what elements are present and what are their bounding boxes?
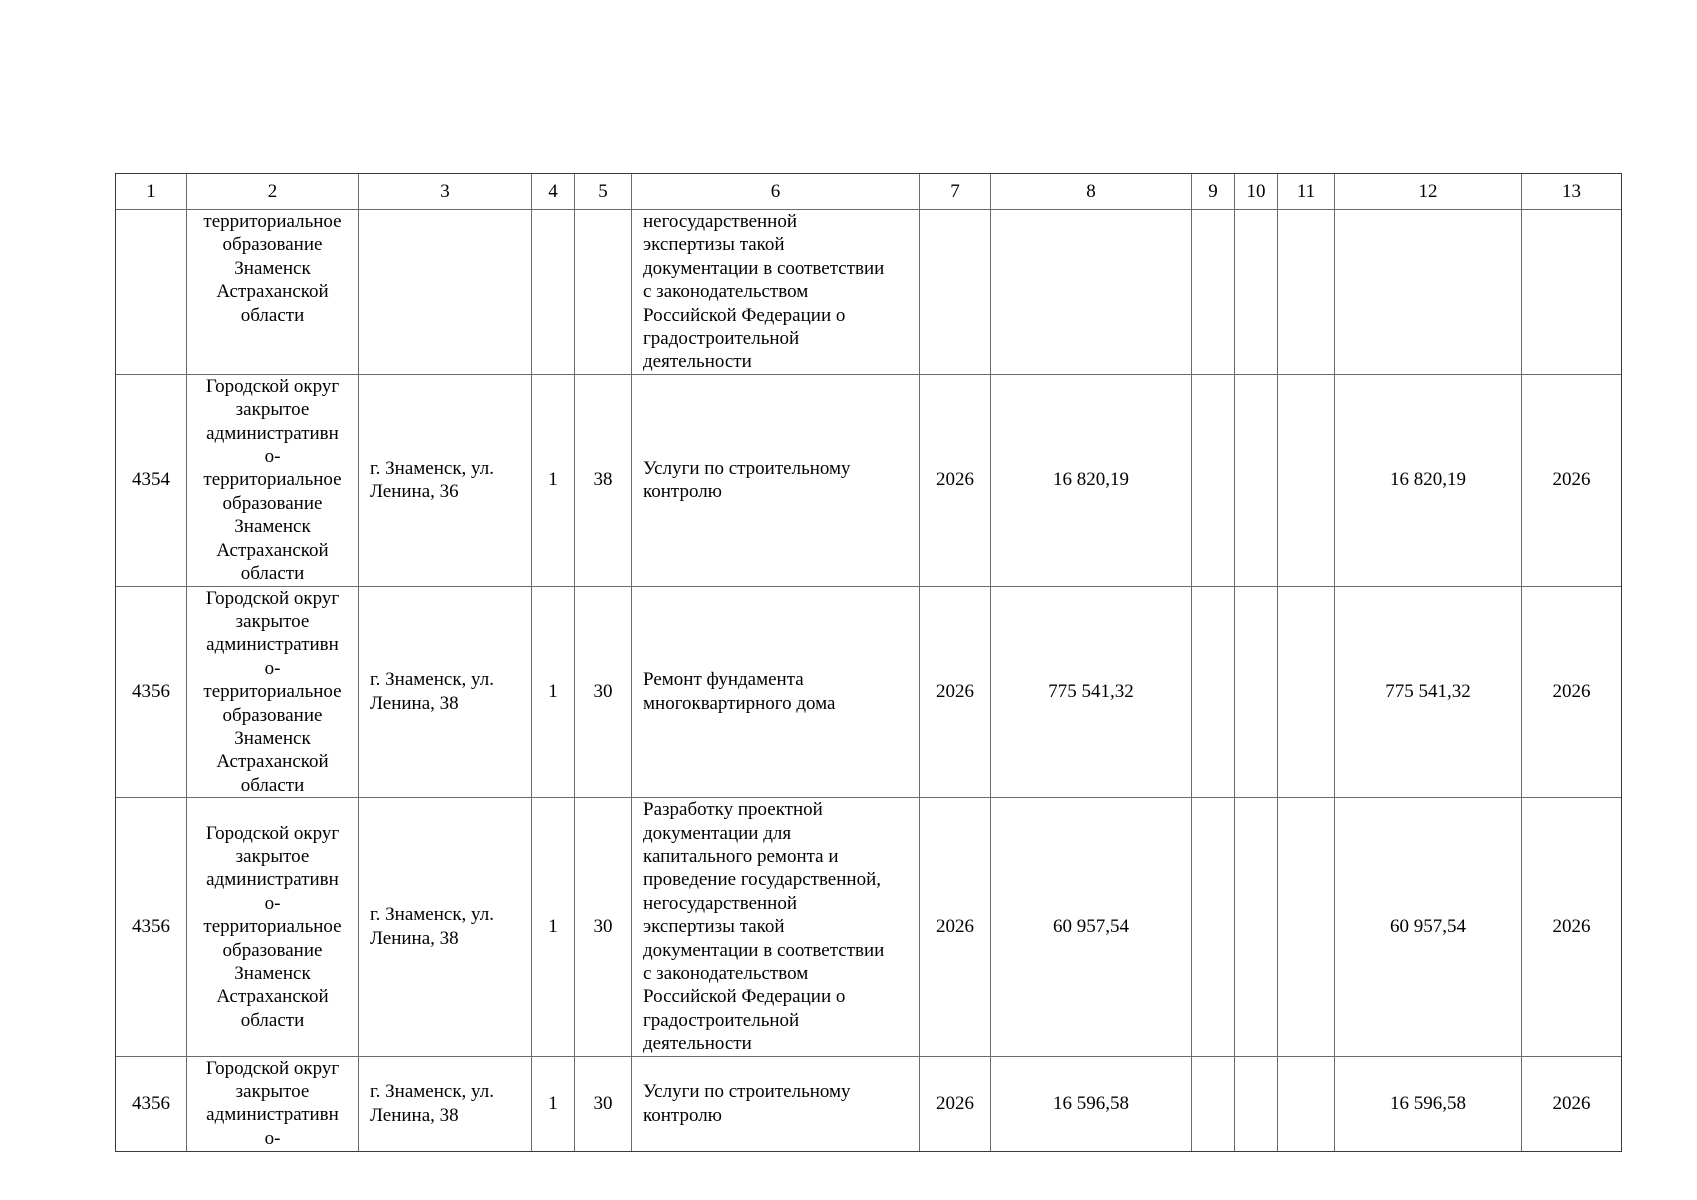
address-cell: [359, 210, 532, 375]
row-id-cell: 4356: [116, 798, 187, 1056]
col10-cell: [1235, 798, 1278, 1056]
table-row: [116, 798, 1622, 1056]
capital-repair-table: [115, 173, 1622, 1152]
column-header-8: 8: [991, 174, 1192, 210]
deadline-cell: 2026: [1522, 1056, 1622, 1151]
address-cell: г. Знаменск, ул. Ленина, 38: [359, 1056, 532, 1151]
col10-cell: [1235, 586, 1278, 798]
col4-cell: 1: [532, 586, 575, 798]
col11-cell: [1278, 210, 1335, 375]
work-type-cell: Разработку проектной документации для капитального ремонта и проведение государственной, негосударственной экспертизы такой документации в соответствии с законодательством Российской Федерации о градостроительной деятельности: [632, 798, 920, 1056]
col10-cell: [1235, 1056, 1278, 1151]
deadline-cell: 2026: [1522, 374, 1622, 586]
deadline-cell: 2026: [1522, 586, 1622, 798]
col11-cell: [1278, 586, 1335, 798]
address-cell: г. Знаменск, ул. Ленина, 38: [359, 798, 532, 1056]
column-header-12: 12: [1335, 174, 1522, 210]
col9-cell: [1192, 798, 1235, 1056]
cost-cell: 775 541,32: [991, 586, 1192, 798]
total-cell: 16 596,58: [1335, 1056, 1522, 1151]
year-cell: 2026: [920, 586, 991, 798]
col9-cell: [1192, 210, 1235, 375]
total-cell: 775 541,32: [1335, 586, 1522, 798]
col5-cell: 30: [575, 1056, 632, 1151]
address-cell: г. Знаменск, ул. Ленина, 36: [359, 374, 532, 586]
municipality-cell: Городской округ закрытое административн о- территориальное образование Знаменск Астраханской области: [187, 374, 359, 586]
column-header-1: 1: [116, 174, 187, 210]
column-header-13: 13: [1522, 174, 1622, 210]
year-cell: 2026: [920, 798, 991, 1056]
municipality-cell: Городской округ закрытое административн о- территориальное образование Знаменск Астраханской области: [187, 798, 359, 1056]
header-row: [116, 174, 1622, 210]
column-header-10: 10: [1235, 174, 1278, 210]
row-id-cell: 4356: [116, 1056, 187, 1151]
col4-cell: 1: [532, 1056, 575, 1151]
municipality-cell: Городской округ закрытое административн о-: [187, 1056, 359, 1151]
col4-cell: 1: [532, 798, 575, 1056]
municipality-cell: Городской округ закрытое административн о- территориальное образование Знаменск Астраханской области: [187, 586, 359, 798]
column-header-5: 5: [575, 174, 632, 210]
col4-cell: [532, 210, 575, 375]
col10-cell: [1235, 374, 1278, 586]
column-header-2: 2: [187, 174, 359, 210]
col9-cell: [1192, 586, 1235, 798]
col5-cell: 30: [575, 586, 632, 798]
table-row: [116, 1056, 1622, 1151]
year-cell: 2026: [920, 374, 991, 586]
col4-cell: 1: [532, 374, 575, 586]
total-cell: 60 957,54: [1335, 798, 1522, 1056]
col5-cell: 30: [575, 798, 632, 1056]
table-row-continuation: [116, 210, 1622, 375]
row-id-cell: 4354: [116, 374, 187, 586]
column-header-9: 9: [1192, 174, 1235, 210]
work-type-cell: Услуги по строительному контролю: [632, 374, 920, 586]
col9-cell: [1192, 1056, 1235, 1151]
column-header-3: 3: [359, 174, 532, 210]
table-row: [116, 374, 1622, 586]
cost-cell: [991, 210, 1192, 375]
col10-cell: [1235, 210, 1278, 375]
year-cell: [920, 210, 991, 375]
col5-cell: [575, 210, 632, 375]
deadline-cell: 2026: [1522, 798, 1622, 1056]
col5-cell: 38: [575, 374, 632, 586]
col9-cell: [1192, 374, 1235, 586]
total-cell: 16 820,19: [1335, 374, 1522, 586]
col11-cell: [1278, 374, 1335, 586]
column-header-11: 11: [1278, 174, 1335, 210]
column-header-6: 6: [632, 174, 920, 210]
deadline-cell: [1522, 210, 1622, 375]
total-cell: [1335, 210, 1522, 375]
col11-cell: [1278, 1056, 1335, 1151]
cost-cell: 60 957,54: [991, 798, 1192, 1056]
table-row: [116, 586, 1622, 798]
cost-cell: 16 596,58: [991, 1056, 1192, 1151]
year-cell: 2026: [920, 1056, 991, 1151]
work-type-cell: негосударственной экспертизы такой документации в соответствии с законодательством Российской Федерации о градостроительной деятельности: [632, 210, 920, 375]
cost-cell: 16 820,19: [991, 374, 1192, 586]
row-id-cell: 4356: [116, 586, 187, 798]
work-type-cell: Ремонт фундамента многоквартирного дома: [632, 586, 920, 798]
municipality-cell: территориальное образование Знаменск Астраханской области: [187, 210, 359, 375]
work-type-cell: Услуги по строительному контролю: [632, 1056, 920, 1151]
address-cell: г. Знаменск, ул. Ленина, 38: [359, 586, 532, 798]
column-header-7: 7: [920, 174, 991, 210]
column-header-4: 4: [532, 174, 575, 210]
col11-cell: [1278, 798, 1335, 1056]
row-id-cell: [116, 210, 187, 375]
